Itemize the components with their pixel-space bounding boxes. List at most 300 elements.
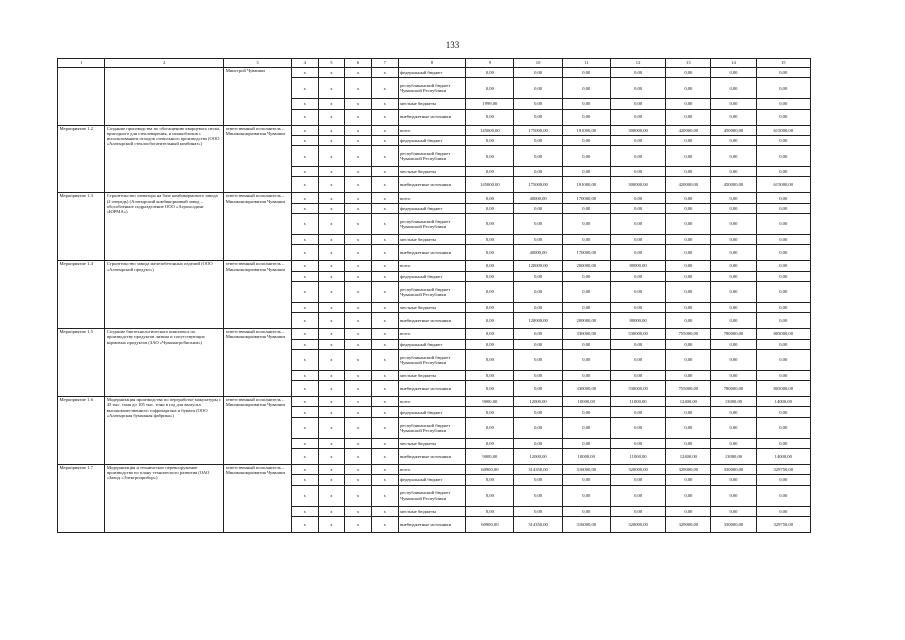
x-mark-cell: x: [345, 271, 372, 281]
funding-source-cell: федеральный бюджет: [398, 203, 466, 213]
amount-cell: 0,00: [466, 245, 514, 261]
amount-cell: 314350,00: [514, 465, 562, 475]
page-number: 133: [445, 40, 460, 50]
amount-cell: 9000,00: [466, 449, 514, 465]
x-mark-cell: x: [291, 407, 318, 417]
amount-cell: 0,00: [466, 78, 514, 99]
amount-cell: 320000,00: [610, 465, 665, 475]
amount-cell: 1999,00: [466, 99, 514, 109]
measure-name-cell: Строительство завода железобетонных изделий (ООО «Алатырский продукт»): [105, 261, 224, 329]
x-mark-cell: x: [345, 193, 372, 203]
amount-cell: 0,00: [562, 302, 610, 312]
column-number: 14: [711, 59, 756, 68]
x-mark-cell: x: [371, 381, 398, 397]
amount-cell: 191000,00: [562, 125, 610, 135]
x-mark-cell: x: [318, 261, 345, 271]
amount-cell: 0,00: [466, 485, 514, 506]
column-number: 6: [345, 59, 372, 68]
funding-source-cell: местные бюджеты: [398, 302, 466, 312]
amount-cell: 0,00: [711, 313, 756, 329]
amount-cell: 0,00: [562, 167, 610, 177]
amount-cell: 0,00: [666, 438, 711, 448]
funding-source-cell: республиканский бюджет Чувашской Республики: [398, 417, 466, 438]
amount-cell: 0,00: [562, 271, 610, 281]
column-number: 10: [514, 59, 562, 68]
amount-cell: 0,00: [666, 313, 711, 329]
amount-cell: 0,00: [610, 302, 665, 312]
x-mark-cell: x: [291, 68, 318, 78]
column-number: 5: [318, 59, 345, 68]
amount-cell: 755000,00: [666, 381, 711, 397]
amount-cell: 329000,00: [666, 465, 711, 475]
amount-cell: 175000,00: [514, 177, 562, 193]
measure-id-cell: Мероприятие 1.2: [58, 125, 105, 193]
amount-cell: 170000,00: [562, 245, 610, 261]
amount-cell: 0,00: [756, 109, 810, 125]
amount-cell: 145000,00: [466, 125, 514, 135]
amount-cell: 0,00: [711, 78, 756, 99]
amount-cell: 0,00: [514, 109, 562, 125]
funding-source-cell: всего: [398, 397, 466, 407]
funding-source-cell: местные бюджеты: [398, 370, 466, 380]
amount-cell: 0,00: [711, 417, 756, 438]
amount-cell: 0,00: [711, 193, 756, 203]
x-mark-cell: x: [291, 135, 318, 145]
amount-cell: 0,00: [711, 407, 756, 417]
amount-cell: 330000,00: [562, 329, 610, 339]
amount-cell: 40000,00: [514, 193, 562, 203]
column-number: 12: [610, 59, 665, 68]
amount-cell: 0,00: [514, 485, 562, 506]
executor-cell: ответственный исполнитель – Минэкономразвития Чувашии: [224, 261, 292, 329]
x-mark-cell: x: [371, 235, 398, 245]
amount-cell: 0,00: [466, 235, 514, 245]
funding-source-cell: республиканский бюджет Чувашской Республики: [398, 349, 466, 370]
amount-cell: 0,00: [466, 302, 514, 312]
x-mark-cell: x: [371, 125, 398, 135]
amount-cell: 0,00: [756, 349, 810, 370]
amount-cell: 0,00: [756, 193, 810, 203]
amount-cell: 0,00: [756, 370, 810, 380]
amount-cell: 120000,00: [514, 313, 562, 329]
amount-cell: 60900,00: [466, 465, 514, 475]
amount-cell: 0,00: [711, 146, 756, 167]
amount-cell: 0,00: [514, 135, 562, 145]
amount-cell: 0,00: [562, 417, 610, 438]
x-mark-cell: x: [318, 281, 345, 302]
funding-source-cell: федеральный бюджет: [398, 271, 466, 281]
amount-cell: 330000,00: [711, 465, 756, 475]
amount-cell: 80000,00: [610, 261, 665, 271]
amount-cell: 13000,00: [711, 449, 756, 465]
amount-cell: 0,00: [711, 438, 756, 448]
amount-cell: 0,00: [756, 203, 810, 213]
amount-cell: 0,00: [711, 109, 756, 125]
amount-cell: 0,00: [466, 407, 514, 417]
amount-cell: 0,00: [514, 78, 562, 99]
amount-cell: 0,00: [610, 339, 665, 349]
amount-cell: 0,00: [514, 68, 562, 78]
x-mark-cell: x: [291, 381, 318, 397]
amount-cell: 0,00: [666, 235, 711, 245]
amount-cell: 0,00: [756, 78, 810, 99]
x-mark-cell: x: [291, 313, 318, 329]
amount-cell: 300000,00: [610, 177, 665, 193]
x-mark-cell: x: [371, 397, 398, 407]
funding-source-cell: внебюджетные источники: [398, 381, 466, 397]
amount-cell: 0,00: [666, 203, 711, 213]
amount-cell: 12400,00: [666, 449, 711, 465]
amount-cell: 80000,00: [610, 313, 665, 329]
x-mark-cell: x: [345, 125, 372, 135]
amount-cell: 0,00: [666, 167, 711, 177]
amount-cell: 0,00: [562, 485, 610, 506]
x-mark-cell: x: [318, 506, 345, 516]
amount-cell: 0,00: [466, 417, 514, 438]
amount-cell: 0,00: [514, 339, 562, 349]
funding-source-cell: республиканский бюджет Чувашской Республики: [398, 146, 466, 167]
funding-source-cell: местные бюджеты: [398, 167, 466, 177]
funding-source-cell: местные бюджеты: [398, 235, 466, 245]
funding-source-cell: внебюджетные источники: [398, 245, 466, 261]
column-number: 1: [58, 59, 105, 68]
amount-cell: 0,00: [610, 99, 665, 109]
x-mark-cell: x: [345, 475, 372, 485]
x-mark-cell: x: [371, 313, 398, 329]
x-mark-cell: x: [291, 475, 318, 485]
amount-cell: 0,00: [466, 214, 514, 235]
amount-cell: 0,00: [666, 302, 711, 312]
amount-cell: 0,00: [610, 146, 665, 167]
x-mark-cell: x: [318, 516, 345, 532]
amount-cell: 0,00: [610, 235, 665, 245]
amount-cell: 0,00: [514, 417, 562, 438]
x-mark-cell: x: [371, 261, 398, 271]
x-mark-cell: x: [345, 109, 372, 125]
amount-cell: 0,00: [610, 438, 665, 448]
x-mark-cell: x: [345, 381, 372, 397]
amount-cell: 0,00: [466, 506, 514, 516]
x-mark-cell: x: [371, 68, 398, 78]
x-mark-cell: x: [371, 302, 398, 312]
table-row: [58, 261, 811, 271]
x-mark-cell: x: [371, 203, 398, 213]
amount-cell: 0,00: [756, 99, 810, 109]
amount-cell: 0,00: [562, 281, 610, 302]
x-mark-cell: x: [291, 485, 318, 506]
amount-cell: 0,00: [711, 261, 756, 271]
x-mark-cell: x: [318, 449, 345, 465]
x-mark-cell: x: [371, 78, 398, 99]
amount-cell: 0,00: [466, 203, 514, 213]
x-mark-cell: x: [345, 135, 372, 145]
column-number: 7: [371, 59, 398, 68]
amount-cell: 0,00: [514, 407, 562, 417]
amount-cell: 0,00: [514, 438, 562, 448]
x-mark-cell: x: [318, 125, 345, 135]
x-mark-cell: x: [371, 349, 398, 370]
executor-cell: ответственный исполнитель – Минэкономразвития Чувашии: [224, 125, 292, 193]
x-mark-cell: x: [318, 438, 345, 448]
amount-cell: 0,00: [466, 109, 514, 125]
amount-cell: 0,00: [711, 68, 756, 78]
x-mark-cell: x: [318, 417, 345, 438]
amount-cell: 0,00: [666, 407, 711, 417]
amount-cell: 0,00: [756, 438, 810, 448]
amount-cell: 0,00: [610, 135, 665, 145]
x-mark-cell: x: [345, 449, 372, 465]
x-mark-cell: x: [291, 109, 318, 125]
amount-cell: 0,00: [756, 245, 810, 261]
amount-cell: 780000,00: [711, 381, 756, 397]
table-body: [58, 59, 811, 533]
x-mark-cell: x: [345, 349, 372, 370]
amount-cell: 0,00: [514, 99, 562, 109]
amount-cell: 805000,00: [756, 381, 810, 397]
amount-cell: 0,00: [514, 302, 562, 312]
amount-cell: 314350,00: [514, 516, 562, 532]
x-mark-cell: x: [345, 438, 372, 448]
executor-cell: ответственный исполнитель – Минэкономразвития Чувашии: [224, 329, 292, 397]
amount-cell: 0,00: [514, 329, 562, 339]
amount-cell: 0,00: [562, 407, 610, 417]
measure-id-cell: [58, 68, 105, 126]
amount-cell: 0,00: [711, 271, 756, 281]
amount-cell: 0,00: [610, 245, 665, 261]
amount-cell: 12400,00: [666, 397, 711, 407]
x-mark-cell: x: [291, 397, 318, 407]
x-mark-cell: x: [345, 177, 372, 193]
measure-id-cell: Мероприятие 1.5: [58, 329, 105, 397]
table-row: [58, 125, 811, 135]
x-mark-cell: x: [291, 329, 318, 339]
funding-source-cell: внебюджетные источники: [398, 177, 466, 193]
amount-cell: 0,00: [756, 146, 810, 167]
x-mark-cell: x: [291, 417, 318, 438]
amount-cell: 0,00: [711, 302, 756, 312]
amount-cell: 175000,00: [514, 125, 562, 135]
amount-cell: 120000,00: [514, 261, 562, 271]
amount-cell: 0,00: [666, 475, 711, 485]
amount-cell: 0,00: [610, 109, 665, 125]
x-mark-cell: x: [291, 203, 318, 213]
x-mark-cell: x: [318, 203, 345, 213]
amount-cell: 450000,00: [711, 125, 756, 135]
x-mark-cell: x: [371, 146, 398, 167]
amount-cell: 0,00: [562, 99, 610, 109]
amount-cell: 0,00: [562, 214, 610, 235]
column-number: 4: [291, 59, 318, 68]
x-mark-cell: x: [318, 193, 345, 203]
x-mark-cell: x: [345, 506, 372, 516]
amount-cell: 40000,00: [514, 245, 562, 261]
amount-cell: 0,00: [562, 438, 610, 448]
amount-cell: 0,00: [711, 339, 756, 349]
x-mark-cell: x: [345, 407, 372, 417]
amount-cell: 316000,00: [562, 465, 610, 475]
x-mark-cell: x: [291, 465, 318, 475]
amount-cell: 0,00: [562, 203, 610, 213]
amount-cell: 0,00: [756, 417, 810, 438]
amount-cell: 0,00: [466, 193, 514, 203]
x-mark-cell: x: [371, 109, 398, 125]
amount-cell: 0,00: [610, 485, 665, 506]
amount-cell: 0,00: [756, 475, 810, 485]
amount-cell: 320000,00: [610, 516, 665, 532]
x-mark-cell: x: [371, 449, 398, 465]
x-mark-cell: x: [371, 475, 398, 485]
amount-cell: 0,00: [562, 235, 610, 245]
amount-cell: 0,00: [666, 99, 711, 109]
amount-cell: 0,00: [666, 109, 711, 125]
amount-cell: 0,00: [610, 193, 665, 203]
funding-source-cell: республиканский бюджет Чувашской Республики: [398, 214, 466, 235]
amount-cell: 329000,00: [666, 516, 711, 532]
amount-cell: 0,00: [466, 135, 514, 145]
x-mark-cell: x: [345, 329, 372, 339]
amount-cell: 0,00: [711, 203, 756, 213]
funding-source-cell: местные бюджеты: [398, 99, 466, 109]
measure-name-cell: Строительство элеватора на базе комбикормового завода (2 очередь) (Алатырский комбикормовый завод – обособленное подразделение ООО «Агрохолдинг «ЮРМА»): [105, 193, 224, 261]
amount-cell: 420000,00: [666, 125, 711, 135]
amount-cell: 530000,00: [610, 329, 665, 339]
measure-name-cell: Создание производства по обогащению кварцевого песка, пригодного для стекловарения, и шлакоблоков с использованием отходов стекольного производства (ООО «Алатырский стеклообогатительный комбинат»): [105, 125, 224, 193]
funding-source-cell: внебюджетные источники: [398, 449, 466, 465]
funding-source-cell: всего: [398, 125, 466, 135]
amount-cell: 0,00: [562, 68, 610, 78]
x-mark-cell: x: [371, 417, 398, 438]
column-number: 2: [105, 59, 224, 68]
amount-cell: 0,00: [756, 485, 810, 506]
amount-cell: 0,00: [562, 146, 610, 167]
amount-cell: 0,00: [514, 203, 562, 213]
amount-cell: 11000,00: [610, 397, 665, 407]
amount-cell: 0,00: [610, 417, 665, 438]
funding-source-cell: местные бюджеты: [398, 438, 466, 448]
x-mark-cell: x: [318, 381, 345, 397]
funding-source-cell: федеральный бюджет: [398, 339, 466, 349]
x-mark-cell: x: [291, 370, 318, 380]
amount-cell: 0,00: [514, 214, 562, 235]
amount-cell: 0,00: [610, 281, 665, 302]
amount-cell: 0,00: [711, 245, 756, 261]
amount-cell: 0,00: [666, 193, 711, 203]
amount-cell: 0,00: [562, 475, 610, 485]
measure-name-cell: Модернизация и техническое перевооружение производства по плану технического развития (ОАО «Завод «Электроприбор»): [105, 465, 224, 533]
amount-cell: 0,00: [666, 245, 711, 261]
x-mark-cell: x: [318, 475, 345, 485]
amount-cell: 0,00: [514, 146, 562, 167]
amount-cell: 0,00: [756, 281, 810, 302]
x-mark-cell: x: [345, 370, 372, 380]
amount-cell: 0,00: [711, 349, 756, 370]
amount-cell: 0,00: [756, 313, 810, 329]
x-mark-cell: x: [291, 167, 318, 177]
amount-cell: 0,00: [666, 261, 711, 271]
measure-id-cell: Мероприятие 1.4: [58, 261, 105, 329]
x-mark-cell: x: [291, 506, 318, 516]
x-mark-cell: x: [318, 349, 345, 370]
x-mark-cell: x: [318, 329, 345, 339]
amount-cell: 0,00: [666, 146, 711, 167]
amount-cell: 780000,00: [711, 329, 756, 339]
measure-name-cell: [105, 68, 224, 126]
x-mark-cell: x: [291, 78, 318, 99]
amount-cell: 145000,00: [466, 177, 514, 193]
x-mark-cell: x: [371, 245, 398, 261]
amount-cell: 0,00: [562, 506, 610, 516]
x-mark-cell: x: [318, 397, 345, 407]
amount-cell: 0,00: [610, 271, 665, 281]
amount-cell: 0,00: [514, 370, 562, 380]
amount-cell: 11000,00: [610, 449, 665, 465]
amount-cell: 0,00: [756, 235, 810, 245]
amount-cell: 300000,00: [610, 125, 665, 135]
x-mark-cell: x: [291, 235, 318, 245]
x-mark-cell: x: [291, 516, 318, 532]
amount-cell: 530000,00: [610, 381, 665, 397]
x-mark-cell: x: [318, 135, 345, 145]
amount-cell: 615000,00: [756, 177, 810, 193]
x-mark-cell: x: [291, 339, 318, 349]
x-mark-cell: x: [291, 125, 318, 135]
amount-cell: 0,00: [610, 475, 665, 485]
funding-source-cell: республиканский бюджет Чувашской Республики: [398, 485, 466, 506]
x-mark-cell: x: [371, 135, 398, 145]
x-mark-cell: x: [291, 177, 318, 193]
x-mark-cell: x: [345, 167, 372, 177]
funding-source-cell: внебюджетные источники: [398, 516, 466, 532]
x-mark-cell: x: [345, 281, 372, 302]
x-mark-cell: x: [371, 329, 398, 339]
x-mark-cell: x: [291, 438, 318, 448]
amount-cell: 14000,00: [756, 397, 810, 407]
table-row: [58, 68, 811, 78]
x-mark-cell: x: [318, 339, 345, 349]
x-mark-cell: x: [291, 245, 318, 261]
amount-cell: 329750,00: [756, 465, 810, 475]
amount-cell: 0,00: [466, 475, 514, 485]
amount-cell: 0,00: [711, 485, 756, 506]
amount-cell: 0,00: [466, 261, 514, 271]
executor-cell: Минстрой Чувашии: [224, 68, 292, 126]
column-number-row: [58, 59, 811, 68]
amount-cell: 0,00: [666, 506, 711, 516]
amount-cell: 0,00: [610, 506, 665, 516]
amount-cell: 0,00: [756, 339, 810, 349]
x-mark-cell: x: [345, 302, 372, 312]
amount-cell: 0,00: [610, 203, 665, 213]
amount-cell: 0,00: [711, 506, 756, 516]
amount-cell: 0,00: [756, 261, 810, 271]
x-mark-cell: x: [345, 313, 372, 329]
x-mark-cell: x: [371, 516, 398, 532]
x-mark-cell: x: [291, 449, 318, 465]
x-mark-cell: x: [371, 281, 398, 302]
x-mark-cell: x: [291, 193, 318, 203]
funding-source-cell: федеральный бюджет: [398, 475, 466, 485]
amount-cell: 0,00: [514, 506, 562, 516]
funding-source-cell: республиканский бюджет Чувашской Республики: [398, 281, 466, 302]
amount-cell: 191000,00: [562, 177, 610, 193]
executor-cell: ответственный исполнитель – Минэкономразвития Чувашии: [224, 465, 292, 533]
amount-cell: 0,00: [466, 146, 514, 167]
amount-cell: 0,00: [466, 271, 514, 281]
amount-cell: 0,00: [562, 349, 610, 370]
column-number: 9: [466, 59, 514, 68]
amount-cell: 0,00: [610, 349, 665, 370]
column-number: 3: [224, 59, 292, 68]
